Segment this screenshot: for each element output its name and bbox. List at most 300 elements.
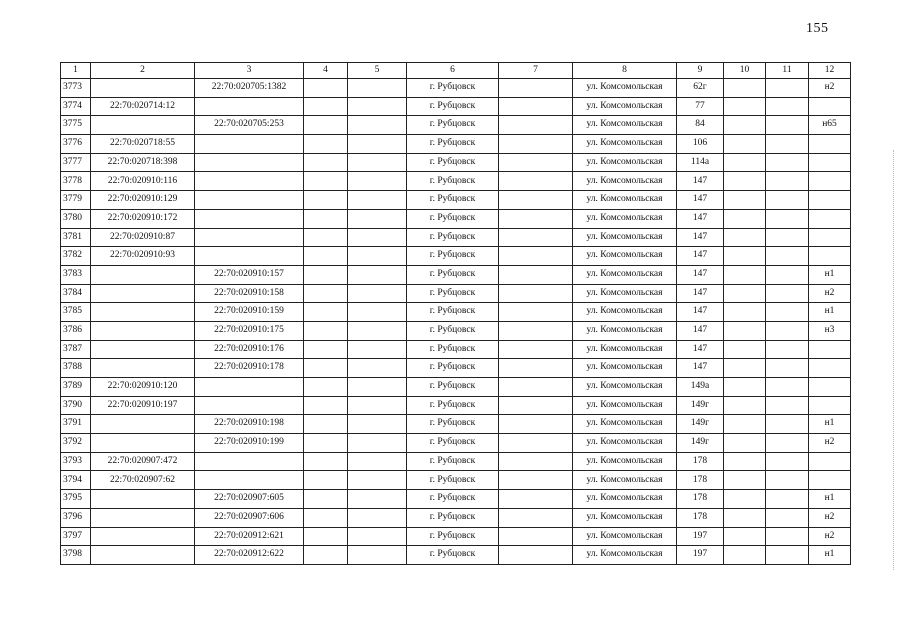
col-5-cell: [348, 378, 407, 397]
street-cell: ул. Комсомольская: [573, 321, 677, 340]
cadastral-number-land-cell: [91, 116, 195, 135]
col-11-cell: [766, 340, 809, 359]
cadastral-number-land-cell: [91, 321, 195, 340]
col-11-cell: [766, 434, 809, 453]
col-11-cell: [766, 546, 809, 565]
cadastral-number-land-cell: [91, 490, 195, 509]
col-11-cell: [766, 247, 809, 266]
cadastral-number-land-cell: [91, 546, 195, 565]
col-10-cell: [724, 79, 766, 98]
row-number-cell: 3794: [61, 471, 91, 490]
house-number-cell: 147: [677, 172, 724, 191]
col-7-cell: [499, 340, 573, 359]
street-cell: ул. Комсомольская: [573, 434, 677, 453]
cadastral-number-land-cell: [91, 265, 195, 284]
col-4-cell: [304, 116, 348, 135]
house-number-cell: 149г: [677, 396, 724, 415]
house-number-cell: 149г: [677, 434, 724, 453]
house-number-cell: 62г: [677, 79, 724, 98]
house-number-cell: 77: [677, 97, 724, 116]
cadastral-number-land-cell: 22:70:020718:55: [91, 135, 195, 154]
house-number-cell: 149г: [677, 415, 724, 434]
column-header-8: 8: [573, 63, 677, 79]
col-4-cell: [304, 247, 348, 266]
table-row: [61, 153, 851, 172]
col-5-cell: [348, 247, 407, 266]
col-7-cell: [499, 434, 573, 453]
cadastral-number-building-cell: [195, 396, 304, 415]
premises-number-cell: н2: [809, 527, 851, 546]
premises-number-cell: [809, 191, 851, 210]
street-cell: ул. Комсомольская: [573, 247, 677, 266]
col-4-cell: [304, 303, 348, 322]
col-7-cell: [499, 191, 573, 210]
premises-number-cell: [809, 359, 851, 378]
registry-table: [60, 62, 851, 565]
col-10-cell: [724, 153, 766, 172]
page-number: 155: [806, 21, 829, 36]
settlement-cell: г. Рубцовск: [407, 434, 499, 453]
col-4-cell: [304, 359, 348, 378]
cadastral-number-building-cell: 22:70:020705:253: [195, 116, 304, 135]
col-4-cell: [304, 396, 348, 415]
cadastral-number-building-cell: [195, 209, 304, 228]
cadastral-number-building-cell: [195, 97, 304, 116]
settlement-cell: г. Рубцовск: [407, 153, 499, 172]
house-number-cell: 147: [677, 321, 724, 340]
settlement-cell: г. Рубцовск: [407, 378, 499, 397]
street-cell: ул. Комсомольская: [573, 527, 677, 546]
row-number-cell: 3798: [61, 546, 91, 565]
cadastral-number-building-cell: 22:70:020910:157: [195, 265, 304, 284]
house-number-cell: 84: [677, 116, 724, 135]
row-number-cell: 3776: [61, 135, 91, 154]
settlement-cell: г. Рубцовск: [407, 527, 499, 546]
cadastral-number-building-cell: 22:70:020910:178: [195, 359, 304, 378]
table-row: [61, 135, 851, 154]
row-number-cell: 3792: [61, 434, 91, 453]
col-11-cell: [766, 378, 809, 397]
table-row: [61, 546, 851, 565]
cadastral-number-building-cell: [195, 172, 304, 191]
house-number-cell: 147: [677, 340, 724, 359]
column-header-3: 3: [195, 63, 304, 79]
settlement-cell: г. Рубцовск: [407, 340, 499, 359]
col-7-cell: [499, 247, 573, 266]
col-7-cell: [499, 209, 573, 228]
col-10-cell: [724, 508, 766, 527]
col-4-cell: [304, 191, 348, 210]
premises-number-cell: н2: [809, 284, 851, 303]
street-cell: ул. Комсомольская: [573, 79, 677, 98]
col-7-cell: [499, 378, 573, 397]
row-number-cell: 3777: [61, 153, 91, 172]
cadastral-number-building-cell: 22:70:020910:198: [195, 415, 304, 434]
cadastral-number-land-cell: 22:70:020907:472: [91, 452, 195, 471]
cadastral-number-building-cell: 22:70:020912:622: [195, 546, 304, 565]
col-11-cell: [766, 359, 809, 378]
settlement-cell: г. Рубцовск: [407, 228, 499, 247]
street-cell: ул. Комсомольская: [573, 415, 677, 434]
premises-number-cell: н1: [809, 490, 851, 509]
settlement-cell: г. Рубцовск: [407, 452, 499, 471]
table-row: [61, 434, 851, 453]
col-11-cell: [766, 79, 809, 98]
cadastral-number-land-cell: 22:70:020910:120: [91, 378, 195, 397]
house-number-cell: 147: [677, 265, 724, 284]
col-11-cell: [766, 172, 809, 191]
street-cell: ул. Комсомольская: [573, 508, 677, 527]
table-row: [61, 284, 851, 303]
col-7-cell: [499, 228, 573, 247]
house-number-cell: 197: [677, 527, 724, 546]
cadastral-number-building-cell: 22:70:020912:621: [195, 527, 304, 546]
col-4-cell: [304, 490, 348, 509]
table-row: [61, 415, 851, 434]
col-7-cell: [499, 135, 573, 154]
settlement-cell: г. Рубцовск: [407, 321, 499, 340]
col-10-cell: [724, 116, 766, 135]
col-5-cell: [348, 135, 407, 154]
street-cell: ул. Комсомольская: [573, 490, 677, 509]
house-number-cell: 178: [677, 490, 724, 509]
col-7-cell: [499, 527, 573, 546]
street-cell: ул. Комсомольская: [573, 191, 677, 210]
col-5-cell: [348, 527, 407, 546]
settlement-cell: г. Рубцовск: [407, 508, 499, 527]
settlement-cell: г. Рубцовск: [407, 490, 499, 509]
cadastral-number-land-cell: 22:70:020910:129: [91, 191, 195, 210]
premises-number-cell: [809, 172, 851, 191]
col-10-cell: [724, 209, 766, 228]
col-5-cell: [348, 490, 407, 509]
cadastral-number-land-cell: [91, 415, 195, 434]
col-11-cell: [766, 396, 809, 415]
table-row: [61, 321, 851, 340]
col-5-cell: [348, 340, 407, 359]
cadastral-number-land-cell: [91, 508, 195, 527]
cadastral-number-building-cell: 22:70:020910:175: [195, 321, 304, 340]
premises-number-cell: [809, 340, 851, 359]
col-5-cell: [348, 228, 407, 247]
row-number-cell: 3775: [61, 116, 91, 135]
col-4-cell: [304, 79, 348, 98]
col-10-cell: [724, 378, 766, 397]
premises-number-cell: [809, 247, 851, 266]
col-11-cell: [766, 97, 809, 116]
col-7-cell: [499, 153, 573, 172]
row-number-cell: 3779: [61, 191, 91, 210]
settlement-cell: г. Рубцовск: [407, 303, 499, 322]
col-4-cell: [304, 228, 348, 247]
house-number-cell: 147: [677, 228, 724, 247]
col-4-cell: [304, 471, 348, 490]
house-number-cell: 178: [677, 508, 724, 527]
cadastral-number-land-cell: 22:70:020907:62: [91, 471, 195, 490]
col-7-cell: [499, 471, 573, 490]
col-5-cell: [348, 284, 407, 303]
premises-number-cell: [809, 452, 851, 471]
table-row: [61, 97, 851, 116]
cadastral-number-land-cell: 22:70:020910:116: [91, 172, 195, 191]
cadastral-number-building-cell: 22:70:020907:606: [195, 508, 304, 527]
cadastral-number-land-cell: [91, 527, 195, 546]
settlement-cell: г. Рубцовск: [407, 209, 499, 228]
cadastral-number-land-cell: [91, 79, 195, 98]
col-5-cell: [348, 415, 407, 434]
col-7-cell: [499, 97, 573, 116]
row-number-cell: 3785: [61, 303, 91, 322]
col-10-cell: [724, 228, 766, 247]
col-5-cell: [348, 153, 407, 172]
street-cell: ул. Комсомольская: [573, 172, 677, 191]
column-header-4: 4: [304, 63, 348, 79]
street-cell: ул. Комсомольская: [573, 97, 677, 116]
table-row: [61, 265, 851, 284]
col-4-cell: [304, 452, 348, 471]
street-cell: ул. Комсомольская: [573, 471, 677, 490]
street-cell: ул. Комсомольская: [573, 135, 677, 154]
col-4-cell: [304, 508, 348, 527]
col-7-cell: [499, 116, 573, 135]
settlement-cell: г. Рубцовск: [407, 415, 499, 434]
settlement-cell: г. Рубцовск: [407, 546, 499, 565]
table-row: [61, 303, 851, 322]
row-number-cell: 3784: [61, 284, 91, 303]
cadastral-number-building-cell: 22:70:020705:1382: [195, 79, 304, 98]
col-5-cell: [348, 116, 407, 135]
cadastral-number-land-cell: 22:70:020910:172: [91, 209, 195, 228]
house-number-cell: 147: [677, 209, 724, 228]
col-11-cell: [766, 116, 809, 135]
col-11-cell: [766, 153, 809, 172]
street-cell: ул. Комсомольская: [573, 209, 677, 228]
col-10-cell: [724, 359, 766, 378]
col-5-cell: [348, 452, 407, 471]
premises-number-cell: [809, 97, 851, 116]
settlement-cell: г. Рубцовск: [407, 191, 499, 210]
col-10-cell: [724, 247, 766, 266]
column-header-9: 9: [677, 63, 724, 79]
col-11-cell: [766, 415, 809, 434]
column-header-10: 10: [724, 63, 766, 79]
cadastral-number-building-cell: [195, 191, 304, 210]
premises-number-cell: н1: [809, 546, 851, 565]
table-row: [61, 396, 851, 415]
street-cell: ул. Комсомольская: [573, 265, 677, 284]
col-4-cell: [304, 527, 348, 546]
premises-number-cell: [809, 396, 851, 415]
street-cell: ул. Комсомольская: [573, 359, 677, 378]
cadastral-number-building-cell: 22:70:020907:605: [195, 490, 304, 509]
row-number-cell: 3783: [61, 265, 91, 284]
table-row: [61, 378, 851, 397]
col-7-cell: [499, 265, 573, 284]
house-number-cell: 147: [677, 303, 724, 322]
column-header-5: 5: [348, 63, 407, 79]
settlement-cell: г. Рубцовск: [407, 247, 499, 266]
table-row: [61, 228, 851, 247]
col-4-cell: [304, 284, 348, 303]
col-4-cell: [304, 265, 348, 284]
col-7-cell: [499, 284, 573, 303]
col-5-cell: [348, 209, 407, 228]
row-number-cell: 3786: [61, 321, 91, 340]
col-7-cell: [499, 452, 573, 471]
col-10-cell: [724, 340, 766, 359]
house-number-cell: 147: [677, 284, 724, 303]
cadastral-number-building-cell: 22:70:020910:199: [195, 434, 304, 453]
col-10-cell: [724, 172, 766, 191]
col-5-cell: [348, 396, 407, 415]
cadastral-number-land-cell: 22:70:020910:87: [91, 228, 195, 247]
col-11-cell: [766, 228, 809, 247]
row-number-cell: 3781: [61, 228, 91, 247]
col-11-cell: [766, 452, 809, 471]
col-10-cell: [724, 135, 766, 154]
col-4-cell: [304, 415, 348, 434]
settlement-cell: г. Рубцовск: [407, 97, 499, 116]
column-header-2: 2: [91, 63, 195, 79]
col-4-cell: [304, 209, 348, 228]
col-4-cell: [304, 546, 348, 565]
col-5-cell: [348, 303, 407, 322]
col-4-cell: [304, 378, 348, 397]
table-row: [61, 359, 851, 378]
col-7-cell: [499, 321, 573, 340]
table-row: [61, 490, 851, 509]
cadastral-number-land-cell: 22:70:020910:93: [91, 247, 195, 266]
row-number-cell: 3774: [61, 97, 91, 116]
col-4-cell: [304, 340, 348, 359]
house-number-cell: 114а: [677, 153, 724, 172]
col-10-cell: [724, 396, 766, 415]
settlement-cell: г. Рубцовск: [407, 284, 499, 303]
col-11-cell: [766, 527, 809, 546]
row-number-cell: 3790: [61, 396, 91, 415]
column-header-6: 6: [407, 63, 499, 79]
row-number-cell: 3796: [61, 508, 91, 527]
col-10-cell: [724, 434, 766, 453]
row-number-cell: 3773: [61, 79, 91, 98]
col-7-cell: [499, 415, 573, 434]
col-11-cell: [766, 284, 809, 303]
house-number-cell: 149а: [677, 378, 724, 397]
cadastral-number-building-cell: [195, 135, 304, 154]
col-11-cell: [766, 209, 809, 228]
col-7-cell: [499, 490, 573, 509]
col-11-cell: [766, 135, 809, 154]
row-number-cell: 3789: [61, 378, 91, 397]
cadastral-number-land-cell: 22:70:020910:197: [91, 396, 195, 415]
col-11-cell: [766, 490, 809, 509]
col-5-cell: [348, 321, 407, 340]
street-cell: ул. Комсомольская: [573, 303, 677, 322]
premises-number-cell: н2: [809, 79, 851, 98]
col-4-cell: [304, 172, 348, 191]
settlement-cell: г. Рубцовск: [407, 135, 499, 154]
cadastral-number-building-cell: [195, 228, 304, 247]
col-4-cell: [304, 434, 348, 453]
col-11-cell: [766, 321, 809, 340]
col-7-cell: [499, 546, 573, 565]
house-number-cell: 147: [677, 359, 724, 378]
street-cell: ул. Комсомольская: [573, 378, 677, 397]
cadastral-number-land-cell: 22:70:020718:398: [91, 153, 195, 172]
table-row: [61, 247, 851, 266]
house-number-cell: 178: [677, 471, 724, 490]
street-cell: ул. Комсомольская: [573, 546, 677, 565]
col-5-cell: [348, 359, 407, 378]
table-row: [61, 471, 851, 490]
cadastral-number-building-cell: [195, 153, 304, 172]
premises-number-cell: н2: [809, 434, 851, 453]
col-10-cell: [724, 321, 766, 340]
col-11-cell: [766, 303, 809, 322]
col-10-cell: [724, 191, 766, 210]
table-row: [61, 116, 851, 135]
house-number-cell: 147: [677, 247, 724, 266]
column-header-12: 12: [809, 63, 851, 79]
street-cell: ул. Комсомольская: [573, 340, 677, 359]
street-cell: ул. Комсомольская: [573, 153, 677, 172]
row-number-cell: 3782: [61, 247, 91, 266]
house-number-cell: 147: [677, 191, 724, 210]
premises-number-cell: [809, 471, 851, 490]
col-10-cell: [724, 303, 766, 322]
col-5-cell: [348, 265, 407, 284]
table-row: [61, 191, 851, 210]
col-11-cell: [766, 191, 809, 210]
table-row: [61, 209, 851, 228]
table-row: [61, 172, 851, 191]
col-4-cell: [304, 153, 348, 172]
premises-number-cell: н3: [809, 321, 851, 340]
house-number-cell: 106: [677, 135, 724, 154]
cadastral-number-land-cell: [91, 303, 195, 322]
cadastral-number-land-cell: [91, 434, 195, 453]
house-number-cell: 178: [677, 452, 724, 471]
column-header-7: 7: [499, 63, 573, 79]
cadastral-number-building-cell: 22:70:020910:158: [195, 284, 304, 303]
cadastral-number-land-cell: [91, 340, 195, 359]
col-5-cell: [348, 79, 407, 98]
col-10-cell: [724, 265, 766, 284]
street-cell: ул. Комсомольская: [573, 116, 677, 135]
street-cell: ул. Комсомольская: [573, 228, 677, 247]
col-5-cell: [348, 546, 407, 565]
row-number-cell: 3780: [61, 209, 91, 228]
col-5-cell: [348, 471, 407, 490]
table-row: [61, 79, 851, 98]
premises-number-cell: н1: [809, 265, 851, 284]
cadastral-number-land-cell: [91, 284, 195, 303]
house-number-cell: 197: [677, 546, 724, 565]
col-5-cell: [348, 172, 407, 191]
col-10-cell: [724, 471, 766, 490]
row-number-cell: 3791: [61, 415, 91, 434]
col-7-cell: [499, 396, 573, 415]
col-10-cell: [724, 527, 766, 546]
settlement-cell: г. Рубцовск: [407, 172, 499, 191]
premises-number-cell: н1: [809, 415, 851, 434]
col-4-cell: [304, 135, 348, 154]
col-10-cell: [724, 284, 766, 303]
settlement-cell: г. Рубцовск: [407, 79, 499, 98]
col-11-cell: [766, 471, 809, 490]
table-row: [61, 452, 851, 471]
row-number-cell: 3787: [61, 340, 91, 359]
